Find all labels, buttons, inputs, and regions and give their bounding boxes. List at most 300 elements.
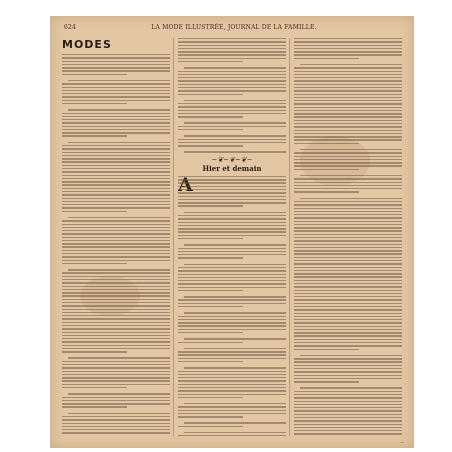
- text-line: [294, 335, 402, 336]
- text-line: [62, 100, 170, 101]
- text-line: [294, 309, 402, 310]
- text-line: [62, 237, 170, 238]
- text-line: [62, 289, 170, 290]
- text-line: [184, 422, 286, 423]
- text-line: [300, 387, 402, 388]
- text-line: [62, 397, 170, 398]
- text-line: [178, 390, 286, 391]
- text-line: [294, 97, 402, 98]
- text-line: [62, 171, 170, 172]
- text-line: [294, 110, 402, 111]
- text-line: [178, 283, 286, 284]
- text-line: [62, 286, 170, 287]
- text-line: [294, 417, 402, 418]
- right-column-text: [294, 38, 402, 436]
- text-line: [178, 215, 286, 216]
- text-line: [294, 306, 402, 307]
- text-line: [62, 377, 170, 378]
- text-line: [178, 48, 286, 49]
- text-line: [178, 192, 286, 193]
- text-line: [68, 217, 170, 218]
- text-line: [294, 401, 402, 402]
- text-line: [294, 427, 402, 428]
- text-line: [294, 358, 402, 359]
- text-line: [62, 260, 170, 261]
- text-line: [294, 234, 402, 235]
- text-line: [294, 80, 402, 81]
- text-line: [62, 61, 170, 62]
- text-line: [178, 80, 286, 81]
- text-line: [62, 178, 170, 179]
- text-line: [294, 201, 402, 202]
- left-column: [62, 38, 170, 436]
- text-line: [62, 90, 170, 91]
- text-line: [62, 243, 170, 244]
- text-line: [178, 254, 286, 255]
- ornament-icon: ~❦~❦~❦~: [211, 155, 253, 164]
- text-line: [178, 377, 286, 378]
- text-line: [62, 184, 170, 185]
- text-line: [178, 270, 286, 271]
- text-line: [62, 387, 127, 388]
- text-line: [62, 87, 170, 88]
- text-line: [294, 126, 402, 127]
- text-line: [294, 296, 402, 297]
- text-line: [62, 145, 170, 146]
- text-line: [62, 207, 170, 208]
- text-line: [294, 130, 402, 131]
- text-line: [62, 380, 170, 381]
- text-line: [178, 374, 286, 375]
- text-line: [62, 338, 170, 339]
- text-line: [294, 326, 402, 327]
- text-line: [294, 162, 402, 163]
- text-line: [184, 122, 286, 123]
- text-line: [294, 368, 402, 369]
- text-line: [62, 305, 170, 306]
- text-line: [178, 74, 286, 75]
- text-line: [62, 220, 170, 221]
- text-line: [294, 71, 402, 72]
- text-line: [62, 129, 170, 130]
- text-line: [62, 83, 170, 84]
- text-line: [62, 295, 170, 296]
- text-line: [294, 299, 402, 300]
- text-line: [294, 84, 402, 85]
- text-line: [62, 113, 170, 114]
- text-line: [178, 257, 243, 258]
- text-line: [178, 189, 286, 190]
- text-line: [62, 429, 170, 430]
- text-line: [62, 276, 170, 277]
- text-line: [178, 329, 286, 330]
- text-line: [178, 202, 286, 203]
- text-line: [178, 113, 286, 114]
- text-line: [178, 41, 286, 42]
- text-line: [178, 325, 286, 326]
- text-line: [62, 116, 170, 117]
- text-line: [178, 54, 286, 55]
- text-line: [178, 251, 286, 252]
- text-line: [294, 113, 402, 114]
- text-line: [62, 246, 170, 247]
- text-line: [62, 250, 170, 251]
- text-line: [62, 198, 170, 199]
- text-line: [178, 384, 286, 385]
- article-title: Hier et demain: [202, 163, 262, 173]
- text-line: [178, 90, 286, 91]
- text-line: [294, 227, 402, 228]
- text-line: [62, 155, 170, 156]
- text-line: [294, 51, 402, 52]
- text-line: [178, 51, 286, 52]
- text-line: [62, 403, 170, 404]
- text-line: [294, 375, 402, 376]
- text-line: [184, 244, 286, 245]
- text-line: [294, 94, 402, 95]
- text-line: [178, 287, 286, 288]
- text-line: [178, 129, 243, 130]
- text-line: [62, 279, 170, 280]
- text-line: [294, 276, 402, 277]
- text-line: [294, 424, 402, 425]
- text-line: [62, 119, 170, 120]
- text-line: [294, 74, 402, 75]
- text-line: [178, 179, 286, 180]
- text-line: [294, 185, 402, 186]
- text-line: [294, 188, 402, 189]
- text-line: [184, 312, 286, 313]
- text-line: [68, 142, 170, 143]
- text-line: [294, 365, 402, 366]
- text-line: [294, 319, 402, 320]
- text-line: [178, 306, 243, 307]
- text-line: [294, 90, 402, 91]
- text-line: [68, 80, 170, 81]
- text-line: [184, 296, 286, 297]
- text-line: [294, 407, 402, 408]
- text-line: [294, 244, 402, 245]
- text-line: [178, 196, 286, 197]
- text-line: [294, 240, 402, 241]
- text-line: [62, 158, 170, 159]
- text-line: [62, 384, 170, 385]
- text-line: [294, 45, 402, 46]
- column-divider: [173, 38, 174, 436]
- text-line: [62, 341, 170, 342]
- text-line: [62, 191, 170, 192]
- text-line: [62, 122, 170, 123]
- text-line: [294, 433, 402, 434]
- text-line: [62, 315, 170, 316]
- text-line: [294, 48, 402, 49]
- text-line: [62, 426, 170, 427]
- text-line: [62, 233, 170, 234]
- text-line: [294, 221, 402, 222]
- text-line: [178, 413, 286, 414]
- text-line: [294, 133, 402, 134]
- text-line: [62, 371, 170, 372]
- text-line: [68, 269, 170, 270]
- text-line: [294, 260, 402, 261]
- text-line: [178, 354, 286, 355]
- text-line: [294, 77, 402, 78]
- text-line: [178, 332, 243, 333]
- text-line: [178, 126, 286, 127]
- text-line: [62, 74, 127, 75]
- text-line: [178, 222, 286, 223]
- text-line: [294, 116, 402, 117]
- text-line: [294, 100, 402, 101]
- text-line: [178, 358, 286, 359]
- text-line: [294, 139, 402, 140]
- text-line: [178, 267, 286, 268]
- text-line: [294, 404, 402, 405]
- text-line: [294, 397, 402, 398]
- text-line: [62, 400, 170, 401]
- text-line: [294, 420, 402, 421]
- text-line: [62, 367, 170, 368]
- text-line: [294, 230, 402, 231]
- text-line: [184, 338, 286, 339]
- text-line: [294, 217, 402, 218]
- page-number: 624: [64, 24, 77, 31]
- text-line: [62, 318, 170, 319]
- text-line: [294, 214, 402, 215]
- text-line: [178, 426, 243, 427]
- text-line: [62, 416, 170, 417]
- section-title-modes: MODES: [62, 38, 112, 51]
- text-line: [294, 378, 402, 379]
- text-line: [178, 77, 286, 78]
- text-line: [294, 267, 402, 268]
- text-line: [68, 393, 170, 394]
- text-line: [68, 109, 170, 110]
- right-column: [294, 38, 402, 436]
- signature-mark: —: [400, 439, 404, 444]
- text-line: [62, 67, 170, 68]
- text-line: [62, 54, 170, 55]
- text-line: [62, 364, 170, 365]
- text-line: [68, 413, 170, 414]
- text-line: [178, 397, 243, 398]
- text-line: [178, 280, 286, 281]
- text-line: [178, 416, 243, 417]
- text-line: [62, 175, 170, 176]
- text-line: [178, 316, 286, 317]
- text-line: [62, 406, 127, 407]
- text-line: [294, 41, 402, 42]
- text-line: [178, 303, 286, 304]
- text-line: [62, 325, 170, 326]
- text-line: [62, 188, 170, 189]
- text-line: [294, 286, 402, 287]
- text-line: [294, 283, 402, 284]
- text-line: [62, 302, 170, 303]
- text-line: [294, 290, 402, 291]
- text-line: [294, 204, 402, 205]
- text-line: [178, 106, 286, 107]
- text-line: [62, 256, 170, 257]
- text-line: [62, 328, 170, 329]
- text-line: [294, 211, 402, 212]
- text-line: [62, 423, 170, 424]
- text-line: [178, 45, 286, 46]
- text-line: [62, 64, 170, 65]
- text-line: [178, 342, 243, 343]
- middle-column-text-bottom: [178, 176, 286, 436]
- text-line: [178, 380, 286, 381]
- page-header: [64, 23, 404, 32]
- text-line: [62, 272, 170, 273]
- text-line: [294, 410, 402, 411]
- text-line: [184, 432, 286, 433]
- text-line: [294, 120, 402, 121]
- text-line: [294, 123, 402, 124]
- text-line: [294, 257, 402, 258]
- text-line: [300, 175, 402, 176]
- text-line: [62, 132, 170, 133]
- text-line: [294, 143, 359, 144]
- text-line: [294, 349, 359, 350]
- text-line: [178, 248, 286, 249]
- text-line: [294, 414, 402, 415]
- text-line: [62, 70, 170, 71]
- text-line: [178, 387, 286, 388]
- text-line: [184, 135, 286, 136]
- text-line: [294, 342, 402, 343]
- text-line: [294, 224, 402, 225]
- text-line: [62, 204, 170, 205]
- text-line: [294, 247, 402, 248]
- text-line: [294, 280, 402, 281]
- text-line: [62, 96, 170, 97]
- text-line: [62, 211, 127, 212]
- text-line: [178, 110, 286, 111]
- text-line: [62, 224, 170, 225]
- text-line: [62, 227, 170, 228]
- text-line: [62, 345, 170, 346]
- middle-column-text-top: [178, 38, 286, 153]
- text-line: [178, 290, 243, 291]
- text-line: [62, 165, 170, 166]
- text-line: [184, 367, 286, 368]
- text-line: [178, 225, 286, 226]
- text-line: [62, 148, 170, 149]
- text-line: [294, 107, 402, 108]
- text-line: [178, 103, 286, 104]
- text-line: [184, 100, 286, 101]
- text-line: [62, 322, 170, 323]
- text-line: [178, 186, 286, 187]
- text-line: [178, 142, 286, 143]
- text-line: [294, 329, 402, 330]
- text-line: [178, 71, 286, 72]
- text-line: [294, 273, 402, 274]
- text-line: [178, 299, 286, 300]
- text-line: [294, 253, 402, 254]
- text-line: [294, 250, 402, 251]
- text-line: [184, 264, 286, 265]
- text-line: [62, 240, 170, 241]
- text-line: [294, 54, 402, 55]
- text-line: [178, 406, 286, 407]
- text-line: [178, 277, 286, 278]
- text-line: [62, 361, 170, 362]
- text-line: [178, 322, 286, 323]
- middle-column: [178, 38, 286, 436]
- text-line: [294, 178, 402, 179]
- text-line: [62, 292, 170, 293]
- text-line: [178, 94, 243, 95]
- text-line: [184, 348, 286, 349]
- text-line: [294, 361, 402, 362]
- text-line: [178, 410, 286, 411]
- journal-title: LA MODE ILLUSTRÉE, JOURNAL DE LA FAMILLE.: [151, 24, 317, 31]
- text-line: [178, 38, 286, 39]
- text-line: [62, 194, 170, 195]
- text-line: [184, 67, 286, 68]
- text-line: [294, 152, 402, 153]
- text-line: [294, 313, 402, 314]
- article-heading: [178, 157, 286, 173]
- text-line: [178, 139, 286, 140]
- text-line: [178, 235, 286, 236]
- text-line: [294, 322, 402, 323]
- text-line: [294, 103, 402, 104]
- text-line: [62, 432, 170, 433]
- text-line: [62, 309, 170, 310]
- text-line: [294, 394, 402, 395]
- text-line: [62, 103, 127, 104]
- text-line: [300, 149, 402, 150]
- text-line: [178, 435, 286, 436]
- text-line: [178, 116, 243, 117]
- text-line: [62, 332, 170, 333]
- text-line: [178, 218, 286, 219]
- text-line: [294, 169, 359, 170]
- text-line: [178, 205, 243, 206]
- text-line: [294, 316, 402, 317]
- text-line: [294, 381, 359, 382]
- text-line: [294, 58, 359, 59]
- text-line: [184, 151, 286, 152]
- text-line: [294, 156, 402, 157]
- text-line: [178, 145, 243, 146]
- text-line: [62, 374, 170, 375]
- text-line: [62, 57, 170, 58]
- text-line: [294, 345, 402, 346]
- text-line: [62, 419, 170, 420]
- text-line: [294, 263, 402, 264]
- text-line: [294, 332, 402, 333]
- text-line: [62, 181, 170, 182]
- text-line: [178, 394, 286, 395]
- text-line: [62, 201, 170, 202]
- text-line: [62, 135, 127, 136]
- column-divider: [289, 38, 290, 436]
- text-line: [62, 168, 170, 169]
- text-line: [62, 351, 127, 352]
- text-line: [68, 357, 170, 358]
- text-line: [178, 182, 286, 183]
- text-line: [300, 198, 402, 199]
- text-line: [62, 161, 170, 162]
- left-column-text: [62, 54, 170, 436]
- text-line: [62, 335, 170, 336]
- text-line: [294, 136, 402, 137]
- text-line: [294, 293, 402, 294]
